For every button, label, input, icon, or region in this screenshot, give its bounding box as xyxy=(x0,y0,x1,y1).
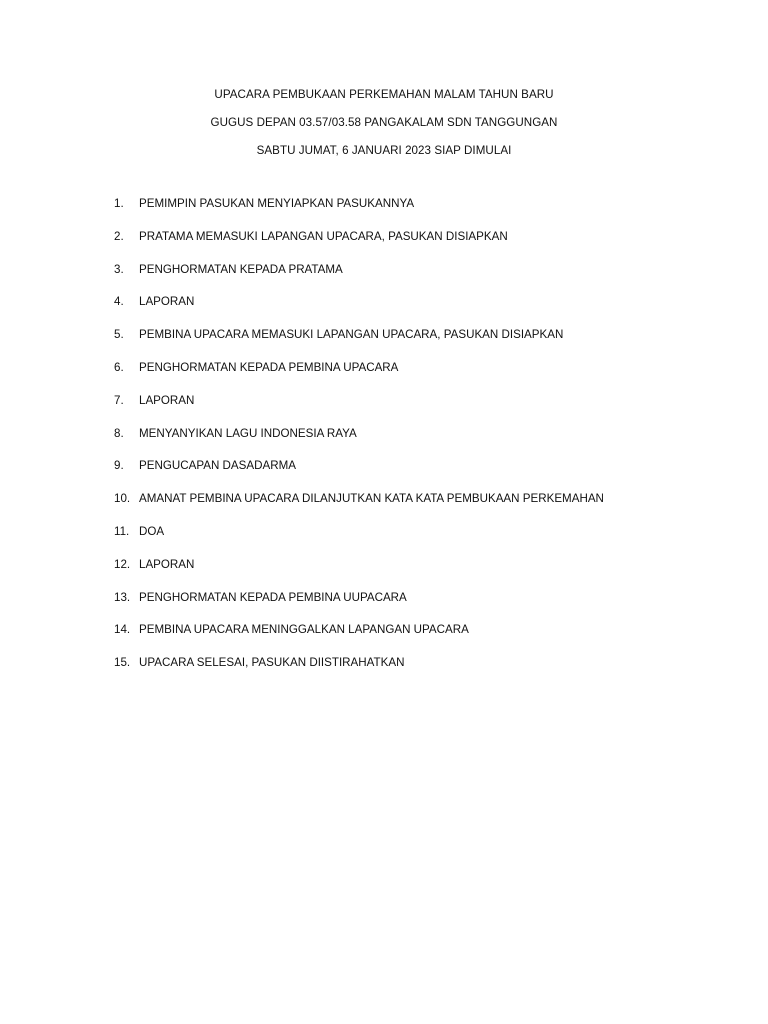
list-item xyxy=(114,328,734,342)
list-item xyxy=(114,361,734,375)
item-number: 1. xyxy=(114,197,124,210)
list-item xyxy=(114,263,734,277)
item-number: 6. xyxy=(114,360,124,374)
item-text: LAPORAN xyxy=(139,557,195,571)
item-number: 5. xyxy=(114,328,124,342)
item-text: LAPORAN xyxy=(139,393,195,407)
item-number: 4. xyxy=(114,295,124,309)
item-text: DOA xyxy=(139,524,165,538)
list-item xyxy=(114,591,734,605)
list-item xyxy=(114,492,734,506)
item-text: PENGHORMATAN KEPADA PRATAMA xyxy=(139,262,343,276)
item-number: 10. xyxy=(114,492,131,506)
item-text: PRATAMA MEMASUKI LAPANGAN UPACARA, PASUKAN DISIAPKAN xyxy=(139,229,508,243)
header-line-event: UPACARA PEMBUKAAN PERKEMAHAN MALAM TAHUN BARU xyxy=(214,88,554,101)
list-item xyxy=(114,295,734,309)
item-number: 15. xyxy=(114,656,131,670)
list-item xyxy=(114,623,734,637)
list-item xyxy=(114,525,734,539)
document-header xyxy=(0,88,768,172)
item-number: 9. xyxy=(114,459,124,473)
item-number: 14. xyxy=(114,623,131,637)
item-text: PEMBINA UPACARA MENINGGALKAN LAPANGAN UPACARA xyxy=(139,623,469,637)
list-item xyxy=(114,427,734,441)
item-text: LAPORAN xyxy=(139,295,195,309)
item-text: PEMBINA UPACARA MEMASUKI LAPANGAN UPACARA, PASUKAN DISIAPKAN xyxy=(139,328,564,342)
item-number: 3. xyxy=(114,262,124,276)
header-line-date: SABTU JUMAT, 6 JANUARI 2023 SIAP DIMULAI xyxy=(256,144,512,157)
item-text: PEMIMPIN PASUKAN MENYIAPKAN PASUKANNYA xyxy=(139,197,415,210)
list-item xyxy=(114,197,734,211)
header-line-troop: GUGUS DEPAN 03.57/03.58 PANGAKALAM SDN TANGGUNGAN xyxy=(210,116,558,129)
item-text: MENYANYIKAN LAGU INDONESIA RAYA xyxy=(139,426,357,440)
item-number: 2. xyxy=(114,229,124,243)
list-item xyxy=(114,230,734,244)
item-text: PENGUCAPAN DASADARMA xyxy=(139,459,296,473)
item-number: 8. xyxy=(114,426,124,440)
item-text: PENGHORMATAN KEPADA PEMBINA UUPACARA xyxy=(139,590,407,604)
item-number: 13. xyxy=(114,590,131,604)
item-text: PENGHORMATAN KEPADA PEMBINA UPACARA xyxy=(139,360,399,374)
item-number: 7. xyxy=(114,393,124,407)
item-number: 11. xyxy=(114,524,130,538)
list-item xyxy=(114,558,734,572)
list-item xyxy=(114,656,734,670)
item-text: AMANAT PEMBINA UPACARA DILANJUTKAN KATA KATA PEMBUKAAN PERKEMAHAN xyxy=(139,492,604,506)
ceremony-agenda-list xyxy=(114,197,734,689)
item-text: UPACARA SELESAI, PASUKAN DIISTIRAHATKAN xyxy=(139,656,405,670)
item-number: 12. xyxy=(114,557,131,571)
list-item xyxy=(114,459,734,473)
list-item xyxy=(114,394,734,408)
